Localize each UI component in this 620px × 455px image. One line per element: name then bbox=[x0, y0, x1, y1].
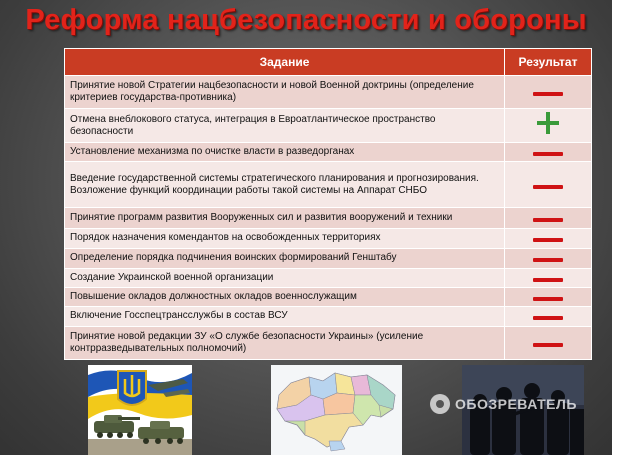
minus-icon bbox=[533, 238, 563, 242]
result-cell bbox=[505, 288, 592, 307]
table-row bbox=[65, 326, 592, 359]
ukraine-map-image bbox=[271, 365, 402, 455]
table-row bbox=[65, 76, 592, 109]
result-cell bbox=[505, 268, 592, 287]
task-cell: Введение государственной системы стратегического планирования и прогнозирования. Возложение функций координации работы такой системы на Аппарат СНБО bbox=[65, 161, 505, 207]
reform-table bbox=[64, 48, 592, 360]
result-cell bbox=[505, 307, 592, 326]
minus-icon bbox=[533, 258, 563, 262]
task-cell: Создание Украинской военной организации bbox=[65, 268, 505, 287]
table-row bbox=[65, 142, 592, 161]
task-cell: Определение порядка подчинения воинских формирований Генштабу bbox=[65, 248, 505, 268]
table-row bbox=[65, 228, 592, 248]
table-row bbox=[65, 248, 592, 268]
minus-icon bbox=[533, 343, 563, 347]
task-cell: Установление механизма по очистке власти в разведорганах bbox=[65, 142, 505, 161]
task-cell: Принятие новой Стратегии нацбезопасности и новой Военной доктрины (определение критериев государства-противника) bbox=[65, 76, 505, 109]
minus-icon bbox=[533, 218, 563, 222]
ukraine-map-graphic bbox=[271, 365, 402, 455]
watermark-logo-icon bbox=[430, 394, 450, 414]
table-row bbox=[65, 307, 592, 326]
result-cell bbox=[505, 76, 592, 109]
table-row bbox=[65, 161, 592, 207]
minus-icon bbox=[533, 316, 563, 320]
plus-icon bbox=[537, 112, 559, 134]
result-cell bbox=[505, 142, 592, 161]
table-row bbox=[65, 288, 592, 307]
minus-icon bbox=[533, 278, 563, 282]
military-collage-graphic bbox=[88, 365, 192, 455]
task-cell: Отмена внеблокового статуса, интеграция в Евроатлантическое пространство безопасности bbox=[65, 109, 505, 142]
result-cell bbox=[505, 326, 592, 359]
task-cell: Порядок назначения комендантов на освобожденных территориях bbox=[65, 228, 505, 248]
header-result: Результат bbox=[505, 49, 592, 76]
task-cell: Включение Госспецтрансслужбы в состав ВСУ bbox=[65, 307, 505, 326]
result-cell bbox=[505, 228, 592, 248]
page-margin bbox=[612, 0, 620, 455]
slide-title: Реформа нацбезопасности и обороны bbox=[25, 4, 587, 36]
result-cell bbox=[505, 208, 592, 228]
result-cell bbox=[505, 109, 592, 142]
minus-icon bbox=[533, 92, 563, 96]
table-row bbox=[65, 109, 592, 142]
task-cell: Принятие новой редакции ЗУ «О службе безопасности Украины» (усиление контрразведывательных полномочий) bbox=[65, 326, 505, 359]
header-task: Задание bbox=[65, 49, 505, 76]
minus-icon bbox=[533, 152, 563, 156]
table-header-row bbox=[65, 49, 592, 76]
watermark-text: ОБОЗРЕВАТЕЛЬ bbox=[455, 396, 577, 412]
minus-icon bbox=[533, 297, 563, 301]
result-cell bbox=[505, 161, 592, 207]
table-row bbox=[65, 208, 592, 228]
task-cell: Принятие программ развития Вооруженных сил и развития вооружений и техники bbox=[65, 208, 505, 228]
military-collage-image bbox=[88, 365, 192, 455]
result-cell bbox=[505, 248, 592, 268]
minus-icon bbox=[533, 185, 563, 189]
task-cell: Повышение окладов должностных окладов военнослужащим bbox=[65, 288, 505, 307]
table-row bbox=[65, 268, 592, 287]
